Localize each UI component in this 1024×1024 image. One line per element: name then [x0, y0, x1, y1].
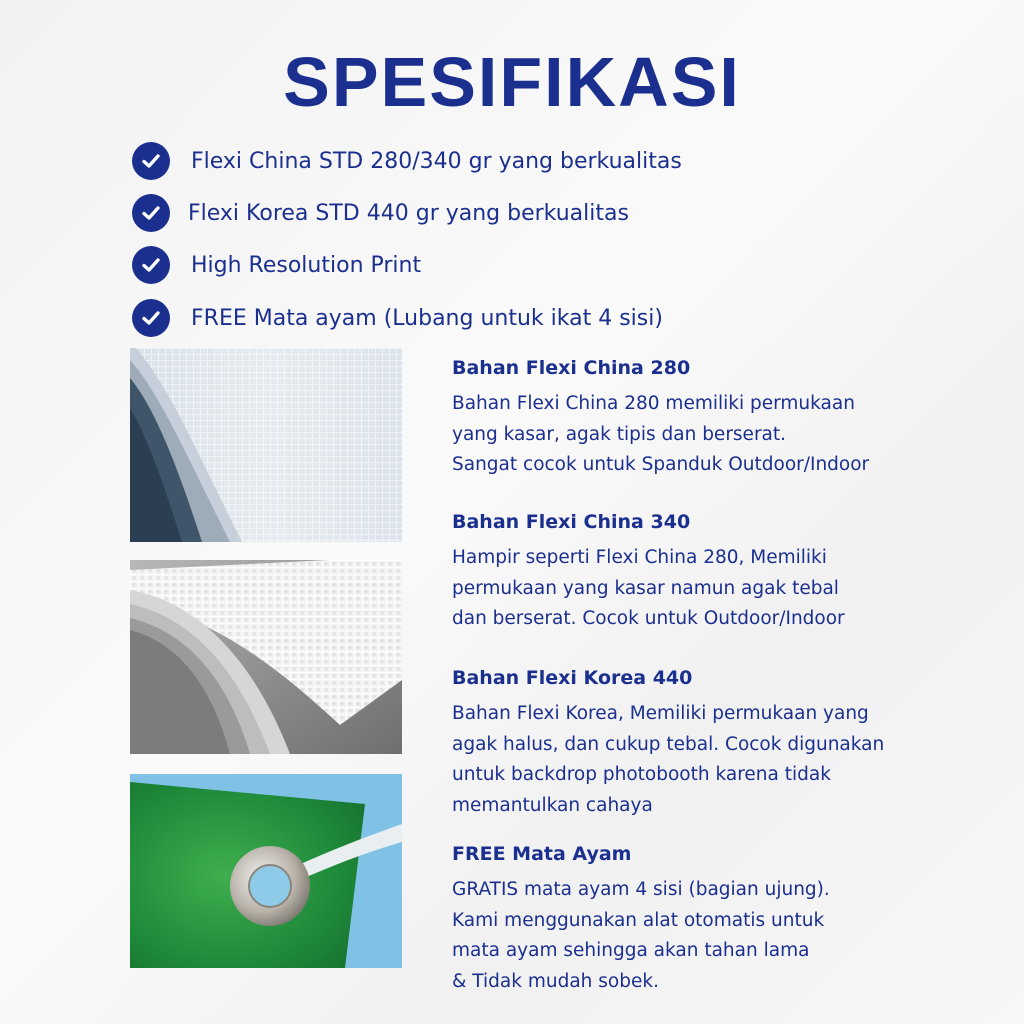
page-title: SPESIFIKASI — [283, 43, 741, 121]
section-flexi-china-280 — [452, 356, 869, 481]
check-circle-icon — [132, 299, 170, 337]
section-text: Hampir seperti Flexi China 280, Memiliki — [452, 547, 827, 568]
feature-item — [132, 299, 663, 337]
section-text: dan berserat. Cocok untuk Outdoor/Indoor — [452, 608, 845, 629]
section-flexi-china-340 — [452, 510, 845, 635]
feature-text: FREE Mata ayam (Lubang untuk ikat 4 sisi) — [191, 305, 663, 331]
eyelet-grommet-photo — [130, 774, 402, 968]
feature-text: Flexi China STD 280/340 gr yang berkualitas — [191, 148, 682, 174]
check-circle-icon — [132, 246, 170, 284]
section-text: permukaan yang kasar namun agak tebal — [452, 577, 839, 599]
section-title: Bahan Flexi China 280 — [452, 357, 691, 379]
feature-item — [132, 142, 682, 180]
section-text: & Tidak mudah sobek. — [452, 970, 659, 992]
feature-item — [132, 194, 629, 232]
check-circle-icon — [132, 194, 170, 232]
section-text: Bahan Flexi China 280 memiliki permukaan — [452, 393, 855, 414]
section-free-mata-ayam — [452, 842, 830, 997]
flexi-china-340-roll-photo — [130, 560, 402, 754]
section-text: agak halus, dan cukup tebal. Cocok digunakan — [452, 733, 885, 755]
section-title: Bahan Flexi Korea 440 — [452, 667, 693, 689]
section-flexi-korea-440 — [452, 666, 884, 821]
check-circle-icon — [132, 142, 170, 180]
section-text: GRATIS mata ayam 4 sisi (bagian ujung). — [452, 879, 830, 900]
section-text: untuk backdrop photobooth karena tidak — [452, 764, 831, 785]
section-text: Bahan Flexi Korea, Memiliki permukaan yang — [452, 703, 869, 724]
flexi-china-280-roll-photo — [130, 348, 402, 542]
section-text: memantulkan cahaya — [452, 794, 653, 816]
section-text: Sangat cocok untuk Spanduk Outdoor/Indoor — [452, 454, 870, 475]
section-title: Bahan Flexi China 340 — [452, 511, 691, 533]
section-text: Kami menggunakan alat otomatis untuk — [452, 909, 825, 931]
section-text: mata ayam sehingga akan tahan lama — [452, 940, 810, 961]
section-title: FREE Mata Ayam — [452, 843, 632, 865]
feature-text: Flexi Korea STD 440 gr yang berkualitas — [188, 200, 629, 226]
feature-item — [132, 246, 421, 284]
feature-text: High Resolution Print — [191, 252, 422, 278]
section-text: yang kasar, agak tipis dan berserat. — [452, 423, 787, 445]
